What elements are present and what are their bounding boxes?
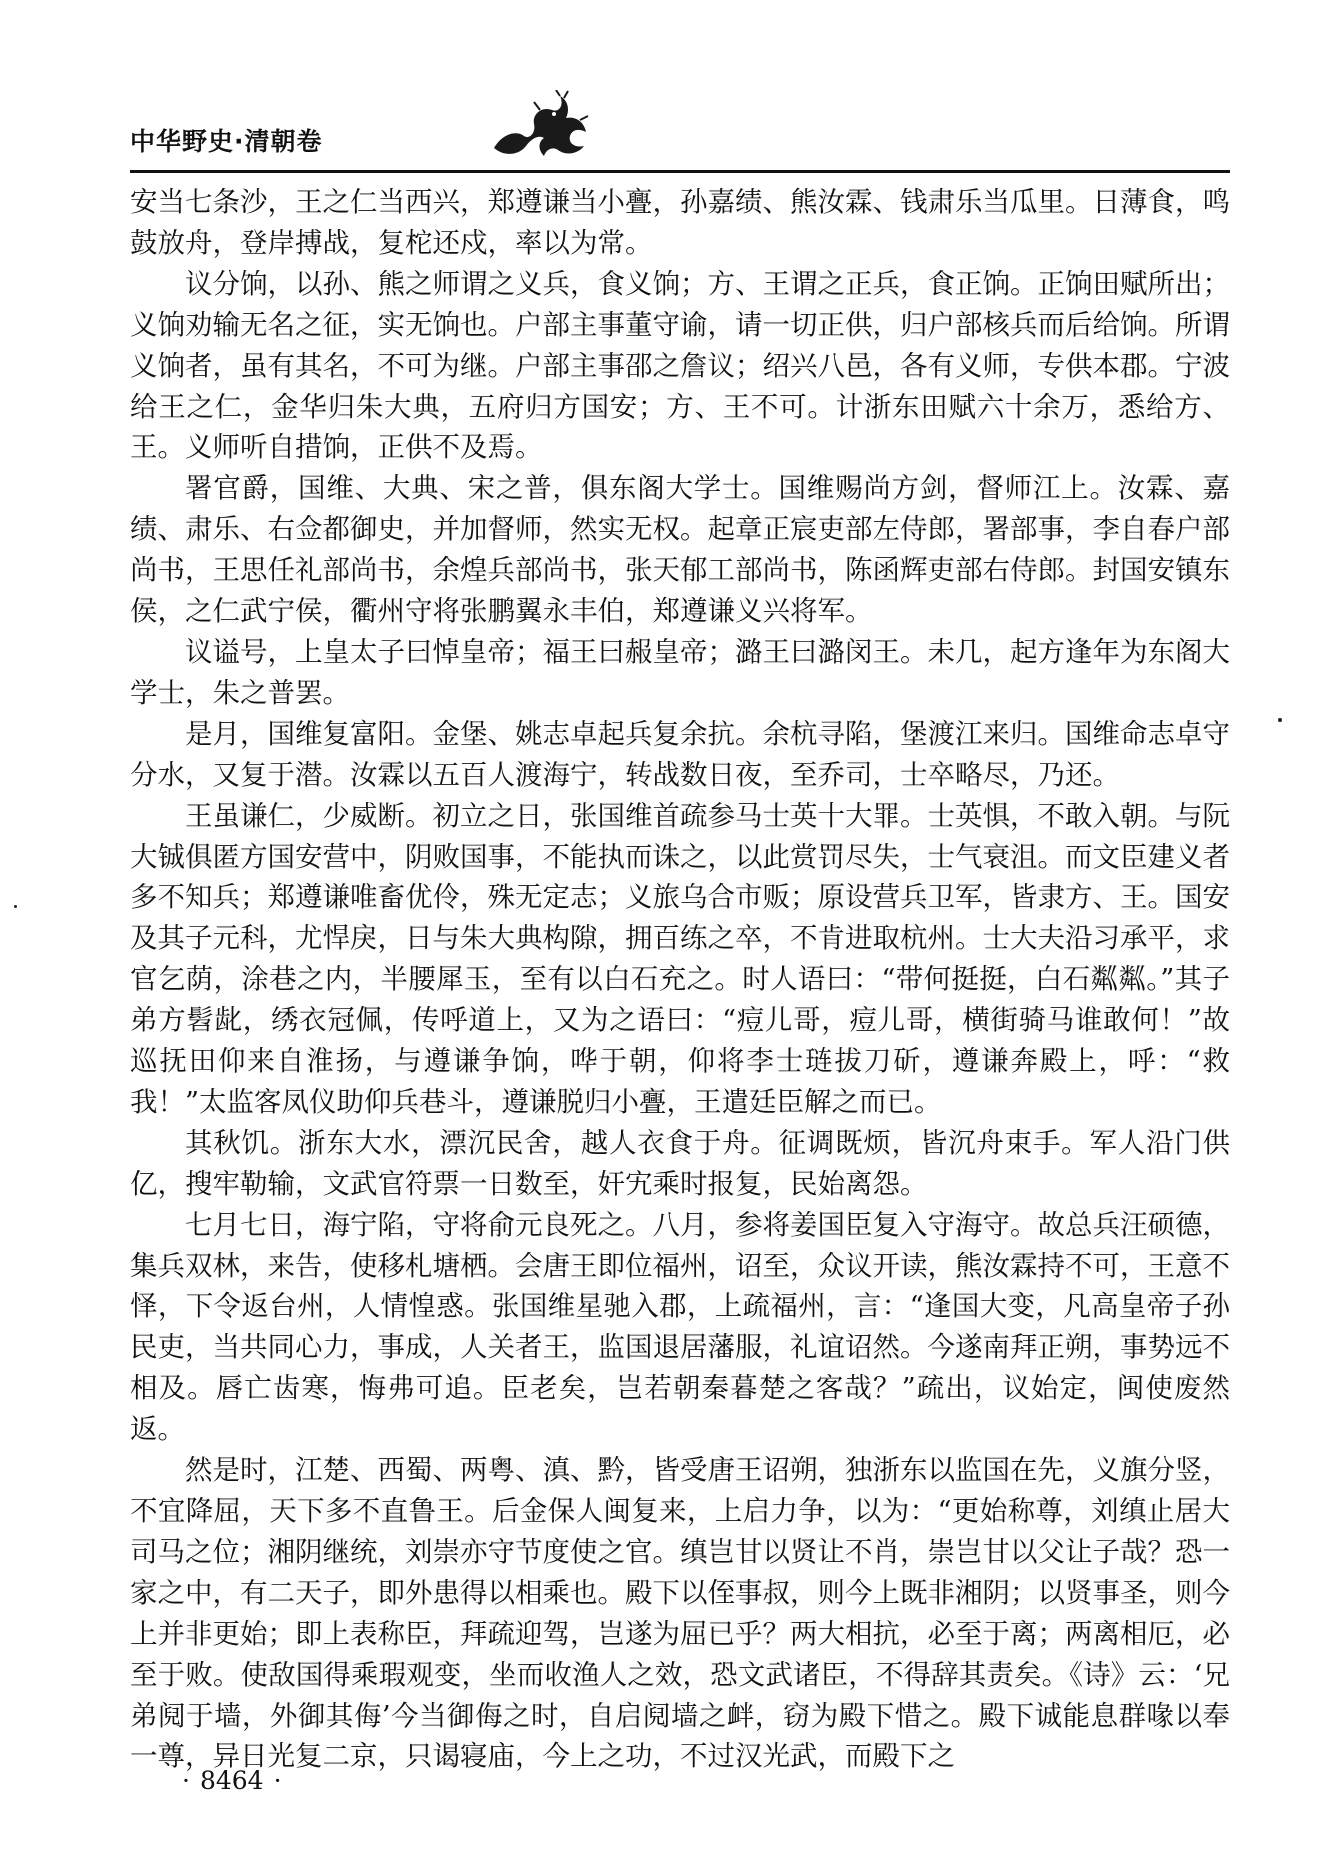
paragraph: 署官爵，国维、大典、宋之普，俱东阁大学士。国维赐尚方剑，督师江上。汝霖、嘉绩、肃乐、右佥都御史，并加督师，然实无权。起章正宸吏部左侍郎，署部事，李自春户部尚书，王思任礼部尚书，余煌兵部尚书，张天郁工部尚书，陈函辉吏部右侍郎。封国安镇东侯，之仁武宁侯，衢州守将张鹏翼永丰伯，郑遵谦义兴将军。 [130, 472, 1230, 628]
page-number-dot: · [182, 1766, 190, 1795]
paragraph: 七月七日，海宁陷，守将俞元良死之。八月，参将姜国臣复入守海守。故总兵汪硕德，集兵双林，来告，使移札塘栖。会唐王即位福州，诏至，众议开读，熊汝霖持不可，王意不怿，下令返台州，人情惶惑。张国维星驰入郡，上疏福州，言：“逢国大变，凡高皇帝子孙民吏，当共同心力，事成，人关者王，监国退居藩服，礼谊诏然。今遂南拜正朔，事势远不相及。唇亡齿寒，悔弗可追。臣老矣，岂若朝秦暮楚之客哉？”疏出，议始定，闽使废然返。 [130, 1208, 1230, 1446]
page-number-dot: · [273, 1766, 282, 1795]
page-number-value: 8464 [199, 1766, 264, 1795]
paragraph: 是月，国维复富阳。金堡、姚志卓起兵复余抗。余杭寻陷，堡渡江来归。国维命志卓守分水，又复于潜。汝霖以五百人渡海宁，转战数日夜，至乔司，士卒略尽，乃还。 [130, 717, 1230, 791]
paragraph: 议谥号，上皇太子曰悼皇帝；福王曰赧皇帝；潞王曰潞闵王。未几，起方逢年为东阁大学士，朱之普罢。 [130, 635, 1230, 709]
running-head-title: 中华野史·清朝卷 [130, 127, 323, 156]
paragraph: 议分饷，以孙、熊之师谓之义兵，食义饷；方、王谓之正兵，食正饷。正饷田赋所出；义饷劝输无名之征，实无饷也。户部主事董守谕，请一切正供，归户部核兵而后给饷。所谓义饷者，虽有其名，不可为继。户部主事邵之詹议；绍兴八邑，各有义师，专供本郡。宁波给王之仁，金华归朱大典，五府归方国安；方、王不可。计浙东田赋六十余万，悉给方、王。义师听自措饷，正供不及焉。 [130, 267, 1230, 464]
dragon-emblem-icon [480, 90, 600, 164]
main-text [130, 182, 1230, 1777]
scan-speck [14, 905, 17, 908]
paragraph: 安当七条沙，王之仁当西兴，郑遵谦当小亹，孙嘉绩、熊汝霖、钱肃乐当瓜里。日薄食，鸣鼓放舟，登岸搏战，复柁还戍，率以为常。 [130, 186, 1230, 259]
paragraph: 然是时，江楚、西蜀、两粤、滇、黔，皆受唐王诏朔，独浙东以监国在先，义旗分竖，不宜降屈，天下多不直鲁王。后金保人闽复来，上启力争，以为：“更始称尊，刘缜止居大司马之位；湘阴继统，刘崇亦守节度使之官。缜岂甘以贤让不肖，崇岂甘以父让子哉？恐一家之中，有二天子，即外患得以相乘也。殿下以侄事叔，则今上既非湘阴；以贤事圣，则今上并非更始；即上表称臣，拜疏迎驾，岂遂为屈已乎？两大相抗，必至于离；两离相厄，必至于败。使敌国得乘瑕观变，坐而收渔人之效，恐文武诸臣，不得辞其责矣。《诗》云：‘兄弟阋于墙，外御其侮’今当御侮之时，自启阋墙之衅，窃为殿下惜之。殿下诚能息群喙以奉一尊，异日光复二京，只谒寝庙，今上之功，不过汉光武，而殿下之 [130, 1454, 1230, 1773]
paragraph: 其秋饥。浙东大水，漂沉民舍，越人衣食于舟。征调既烦，皆沉舟束手。军人沿门供亿，搜牢勒输，文武官符票一日数至，奸宄乘时报复，民始离怨。 [130, 1126, 1230, 1200]
page-number [172, 1766, 292, 1795]
paragraph: 王虽谦仁，少威断。初立之日，张国维首疏参马士英十大罪。士英惧，不敢入朝。与阮大铖俱匿方国安营中，阴败国事，不能执而诛之，以此赏罚尽失，士气衰沮。而文臣建义者多不知兵；郑遵谦唯畜优伶，殊无定志；义旅乌合市贩；原设营兵卫军，皆隶方、王。国安及其子元科，尤悍戾，日与朱大典构隙，拥百练之卒，不肯进取杭州。士大夫沿习承平，求官乞荫，涂巷之内，半腰犀玉，至有以白石充之。时人语曰：“带何挺挺，白石粼粼。”其子弟方髫龀，绣衣冠佩，传呼道上，又为之语曰：“痘儿哥，痘儿哥，横街骑马谁敢何！”故巡抚田仰来自淮扬，与遵谦争饷，哗于朝，仰将李士琏拔刀斫，遵谦奔殿上，呼：“救我！”太监客凤仪助仰兵巷斗，遵谦脱归小亹，王遣廷臣解之而已。 [130, 799, 1230, 1118]
scan-speck [1278, 718, 1282, 722]
page-header [130, 118, 1230, 168]
header-rule [130, 170, 1230, 173]
